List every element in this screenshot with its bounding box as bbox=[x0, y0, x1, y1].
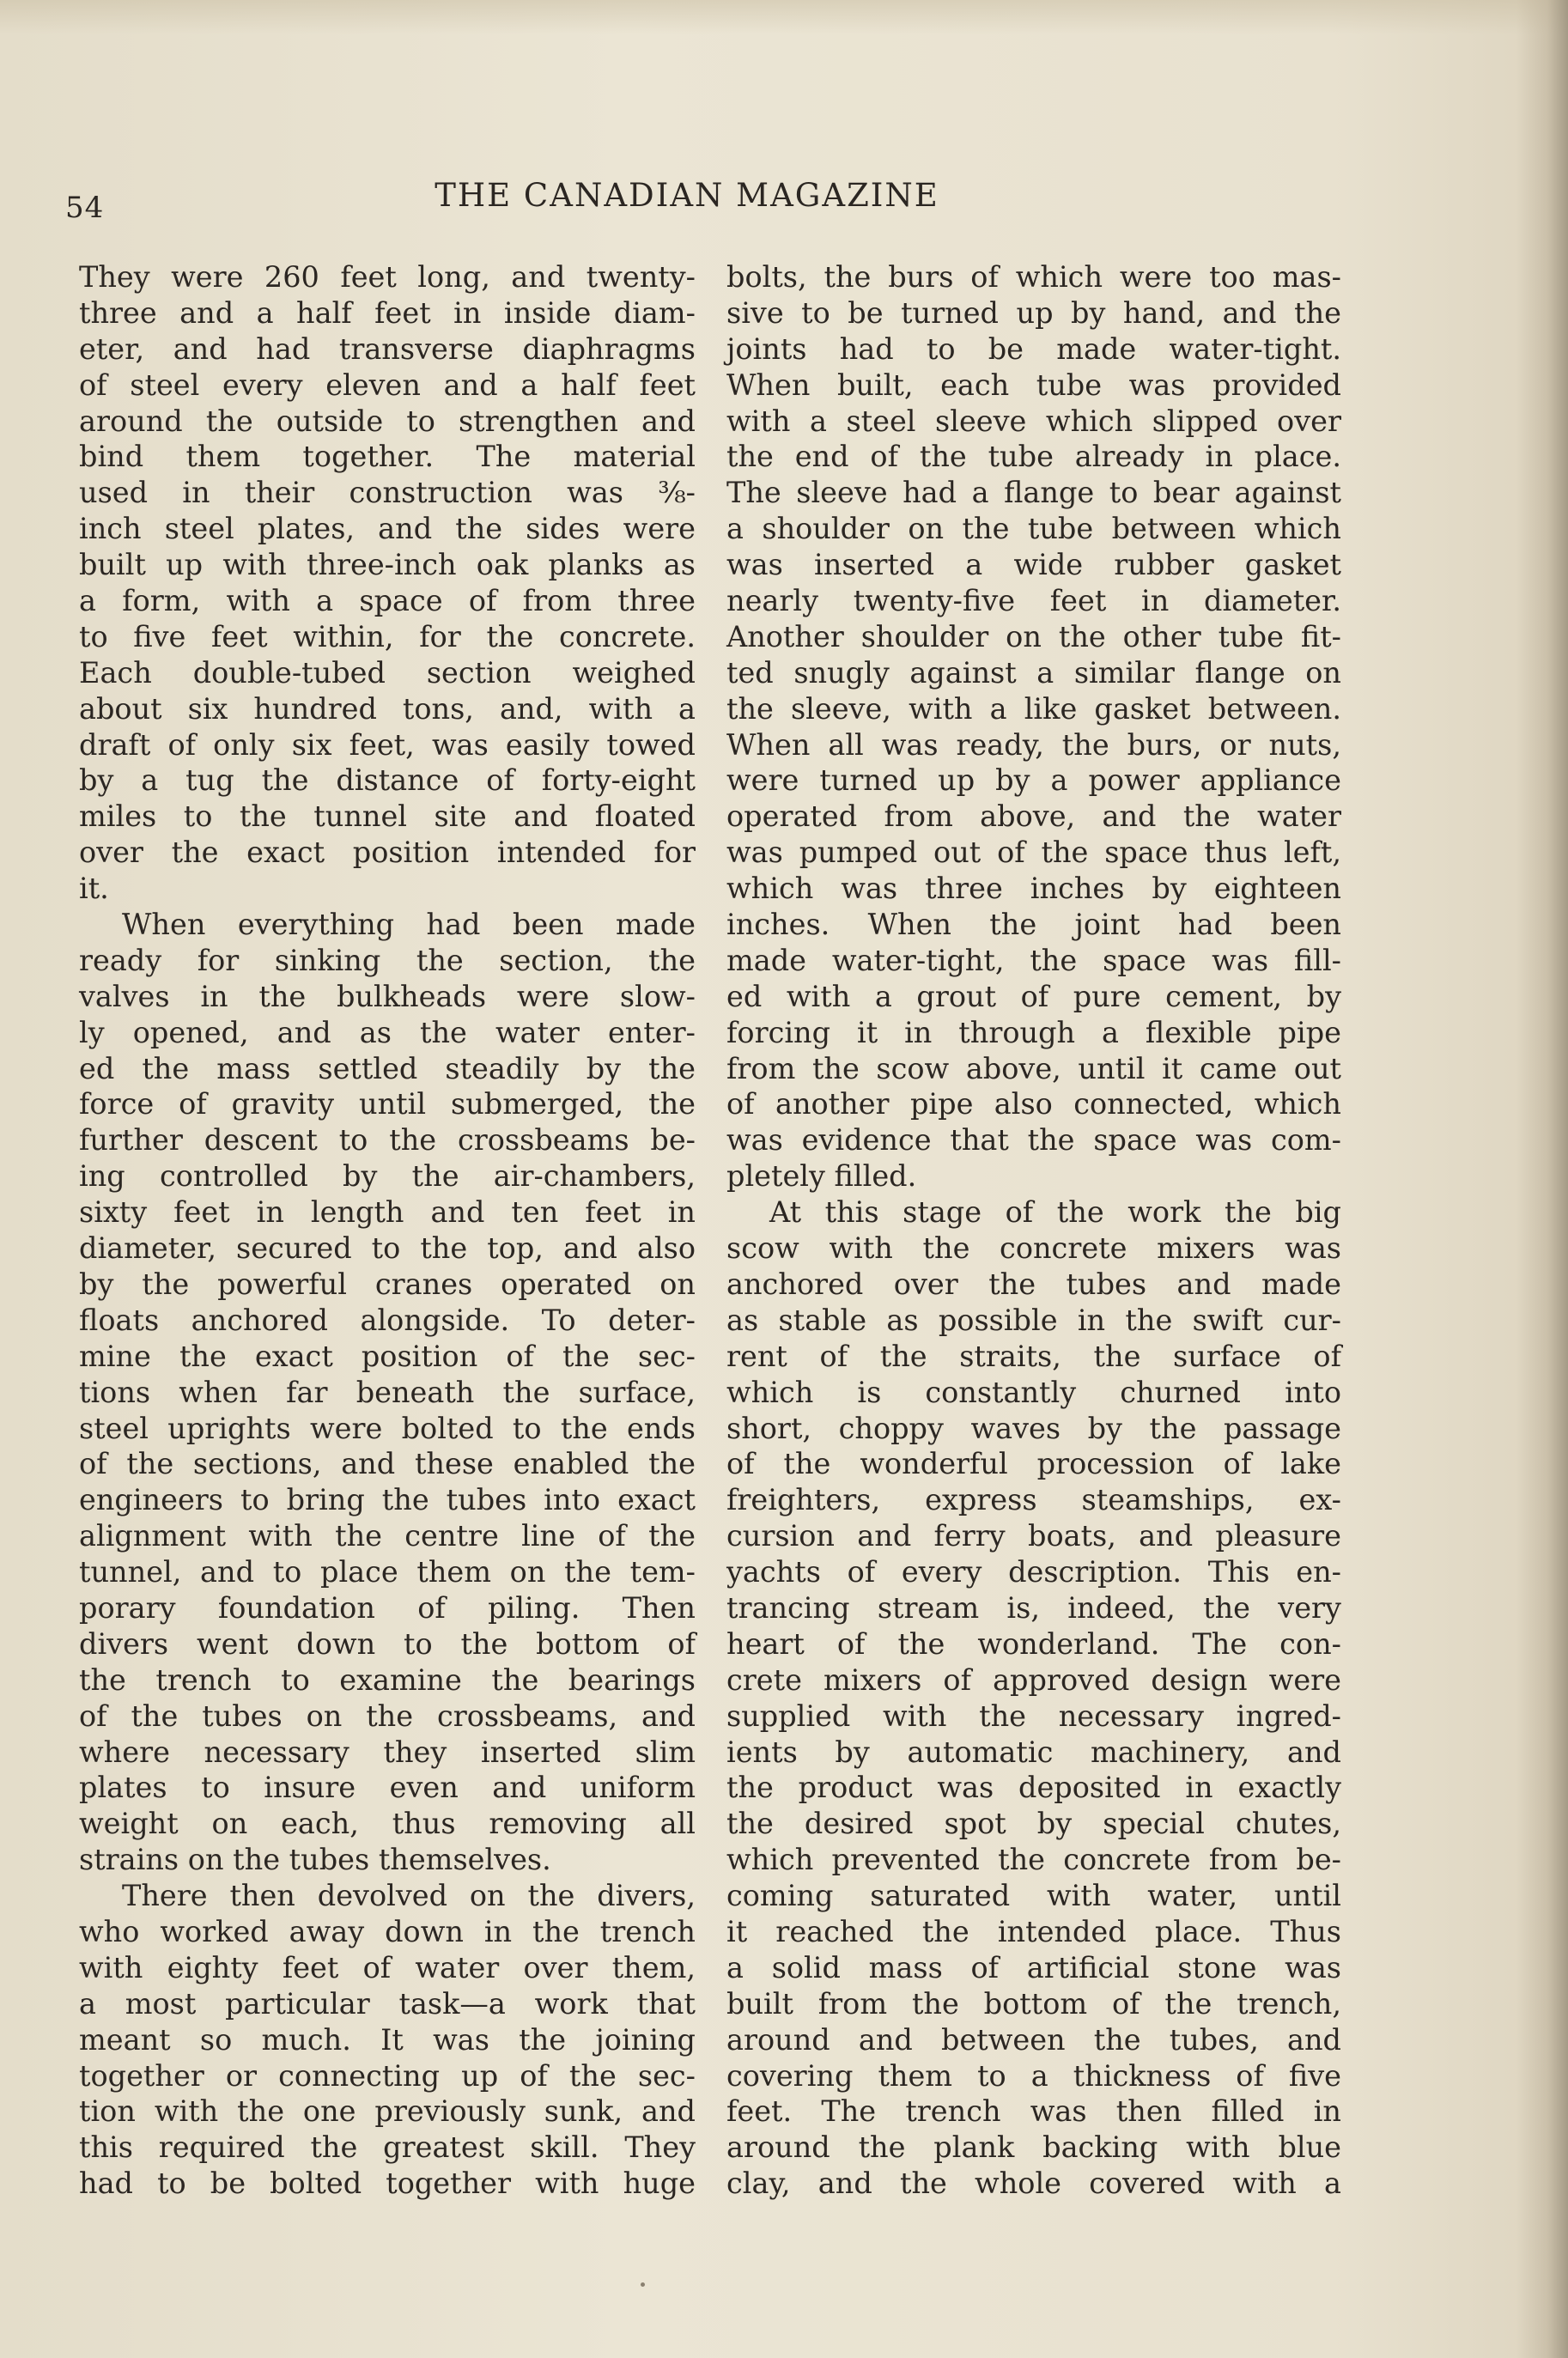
text-line: miles to the tunnel site and floated bbox=[79, 799, 696, 834]
text-line: valves in the bulkheads were slow- bbox=[79, 979, 696, 1013]
text-line: it reached the intended place. Thus bbox=[726, 1914, 1341, 1948]
text-line: a shoulder on the tube between which bbox=[726, 512, 1341, 546]
text-line: anchored over the tubes and made bbox=[726, 1267, 1341, 1301]
text-line: a most particular task—a work that bbox=[79, 1986, 696, 2021]
running-head: THE CANADIAN MAGAZINE bbox=[435, 177, 939, 214]
text-line: covering them to a thickness of five bbox=[726, 2058, 1341, 2093]
text-line: to five feet within, for the concrete. bbox=[79, 619, 696, 653]
text-line: joints had to be made water-tight. bbox=[726, 331, 1341, 366]
text-line: around and between the tubes, and bbox=[726, 2022, 1341, 2057]
paragraph-start-line: When everything had been made bbox=[122, 908, 696, 942]
text-line: this required the greatest skill. They bbox=[79, 2130, 696, 2165]
text-line: rent of the straits, the surface of bbox=[726, 1339, 1341, 1373]
text-line: by a tug the distance of forty-eight bbox=[79, 763, 696, 798]
text-line: ly opened, and as the water enter- bbox=[79, 1015, 696, 1049]
text-line: with eighty feet of water over them, bbox=[79, 1950, 696, 1984]
paragraph-start-line: There then devolved on the divers, bbox=[122, 1879, 696, 1913]
text-line: together or connecting up of the sec- bbox=[79, 2058, 696, 2093]
text-line: bolts, the burs of which were too mas- bbox=[726, 260, 1341, 294]
text-line: eter, and had transverse diaphragms bbox=[79, 331, 696, 366]
text-line: crete mixers of approved design were bbox=[726, 1662, 1341, 1697]
text-line: the desired spot by special chutes, bbox=[726, 1807, 1341, 1841]
text-line: freighters, express steamships, ex- bbox=[726, 1483, 1341, 1517]
text-line: as stable as possible in the swift cur- bbox=[726, 1303, 1341, 1337]
text-line: weight on each, thus removing all bbox=[79, 1807, 696, 1841]
text-line: yachts of every description. This en- bbox=[726, 1555, 1341, 1589]
text-line: alignment with the centre line of the bbox=[79, 1519, 696, 1553]
text-line: sixty feet in length and ten feet in bbox=[79, 1195, 696, 1230]
text-line: had to be bolted together with huge bbox=[79, 2167, 696, 2201]
text-line: three and a half feet in inside diam- bbox=[79, 295, 696, 330]
text-line: ed the mass settled steadily by the bbox=[79, 1051, 696, 1085]
page-edge-shadow bbox=[1516, 0, 1568, 2358]
text-line: ted snugly against a similar flange on bbox=[726, 655, 1341, 690]
text-line: mine the exact position of the sec- bbox=[79, 1339, 696, 1373]
text-line: cursion and ferry boats, and pleasure bbox=[726, 1519, 1341, 1553]
text-line: forcing it in through a flexible pipe bbox=[726, 1015, 1341, 1049]
text-line: tion with the one previously sunk, and bbox=[79, 2094, 696, 2129]
text-line: When all was ready, the burs, or nuts, bbox=[726, 727, 1341, 762]
left-text-column bbox=[79, 259, 696, 2202]
text-line: the trench to examine the bearings bbox=[79, 1662, 696, 1697]
text-line: was evidence that the space was com- bbox=[726, 1123, 1341, 1158]
text-line: of the wonderful procession of lake bbox=[726, 1447, 1341, 1481]
text-line: tions when far beneath the surface, bbox=[79, 1375, 696, 1409]
page-number: 54 bbox=[65, 191, 105, 225]
text-line: porary foundation of piling. Then bbox=[79, 1590, 696, 1625]
text-line: of the tubes on the crossbeams, and bbox=[79, 1699, 696, 1733]
text-line: draft of only six feet, was easily towed bbox=[79, 727, 696, 762]
text-line: ready for sinking the section, the bbox=[79, 943, 696, 977]
text-line: ed with a grout of pure cement, by bbox=[726, 979, 1341, 1013]
text-line: built from the bottom of the trench, bbox=[726, 1986, 1341, 2021]
text-line: the sleeve, with a like gasket between. bbox=[726, 691, 1341, 726]
text-line: which was three inches by eighteen bbox=[726, 872, 1341, 906]
text-line: inch steel plates, and the sides were bbox=[79, 512, 696, 546]
text-line: a form, with a space of from three bbox=[79, 584, 696, 618]
text-line: pletely filled. bbox=[726, 1159, 917, 1194]
text-line: of steel every eleven and a half feet bbox=[79, 368, 696, 402]
text-line: strains on the tubes themselves. bbox=[79, 1843, 551, 1877]
text-line: a solid mass of artificial stone was bbox=[726, 1950, 1341, 1984]
text-line: operated from above, and the water bbox=[726, 799, 1341, 834]
text-line: The sleeve had a flange to bear against bbox=[726, 476, 1341, 510]
text-line: short, choppy waves by the passage bbox=[726, 1411, 1341, 1445]
text-line: bind them together. The material bbox=[79, 440, 696, 474]
text-line: further descent to the crossbeams be- bbox=[79, 1123, 696, 1158]
text-line: nearly twenty-five feet in diameter. bbox=[726, 584, 1341, 618]
text-line: ients by automatic machinery, and bbox=[726, 1735, 1341, 1769]
text-line: coming saturated with water, until bbox=[726, 1879, 1341, 1913]
text-line: of the sections, and these enabled the bbox=[79, 1447, 696, 1481]
text-line: where necessary they inserted slim bbox=[79, 1735, 696, 1769]
text-line: force of gravity until submerged, the bbox=[79, 1087, 696, 1121]
text-line: Another shoulder on the other tube fit- bbox=[726, 619, 1341, 653]
text-line: clay, and the whole covered with a bbox=[726, 2167, 1341, 2201]
text-line: around the outside to strengthen and bbox=[79, 404, 696, 438]
text-line: about six hundred tons, and, with a bbox=[79, 691, 696, 726]
text-line: were turned up by a power appliance bbox=[726, 763, 1341, 798]
text-line: supplied with the necessary ingred- bbox=[726, 1699, 1341, 1733]
text-line: plates to insure even and uniform bbox=[79, 1771, 696, 1805]
text-line: Each double-tubed section weighed bbox=[79, 655, 696, 690]
text-line: scow with the concrete mixers was bbox=[726, 1231, 1341, 1266]
text-line: with a steel sleeve which slipped over bbox=[726, 404, 1341, 438]
paragraph-start-line: At this stage of the work the big bbox=[769, 1195, 1341, 1230]
text-line: diameter, secured to the top, and also bbox=[79, 1231, 696, 1266]
text-line: which is constantly churned into bbox=[726, 1375, 1341, 1409]
text-line: of another pipe also connected, which bbox=[726, 1087, 1341, 1121]
text-line: made water-tight, the space was fill- bbox=[726, 943, 1341, 977]
text-line: it. bbox=[79, 872, 109, 906]
text-line: ing controlled by the air-chambers, bbox=[79, 1159, 696, 1194]
text-line: around the plank backing with blue bbox=[726, 2130, 1341, 2165]
text-line: heart of the wonderland. The con- bbox=[726, 1626, 1341, 1661]
text-line: feet. The trench was then filled in bbox=[726, 2094, 1341, 2129]
text-line: was inserted a wide rubber gasket bbox=[726, 548, 1341, 582]
text-line: from the scow above, until it came out bbox=[726, 1051, 1341, 1085]
text-line: sive to be turned up by hand, and the bbox=[726, 295, 1341, 330]
text-line: by the powerful cranes operated on bbox=[79, 1267, 696, 1301]
text-line: the product was deposited in exactly bbox=[726, 1771, 1341, 1805]
text-line: used in their construction was ⅜- bbox=[79, 476, 696, 510]
paper-speck bbox=[641, 2282, 645, 2287]
text-line: the end of the tube already in place. bbox=[726, 440, 1341, 474]
page-top-shading bbox=[0, 0, 1568, 34]
text-line: tunnel, and to place them on the tem- bbox=[79, 1555, 696, 1589]
text-line: When built, each tube was provided bbox=[726, 368, 1341, 402]
text-line: They were 260 feet long, and twenty- bbox=[79, 260, 696, 294]
text-line: steel uprights were bolted to the ends bbox=[79, 1411, 696, 1445]
right-text-column bbox=[726, 259, 1341, 2202]
text-line: engineers to bring the tubes into exact bbox=[79, 1483, 696, 1517]
text-line: was pumped out of the space thus left, bbox=[726, 836, 1341, 870]
text-line: which prevented the concrete from be- bbox=[726, 1843, 1341, 1877]
text-line: who worked away down in the trench bbox=[79, 1914, 696, 1948]
text-line: inches. When the joint had been bbox=[726, 908, 1341, 942]
text-line: floats anchored alongside. To deter- bbox=[79, 1303, 696, 1337]
text-line: over the exact position intended for bbox=[79, 836, 696, 870]
text-line: meant so much. It was the joining bbox=[79, 2022, 696, 2057]
text-line: trancing stream is, indeed, the very bbox=[726, 1590, 1341, 1625]
text-line: built up with three-inch oak planks as bbox=[79, 548, 696, 582]
text-line: divers went down to the bottom of bbox=[79, 1626, 696, 1661]
